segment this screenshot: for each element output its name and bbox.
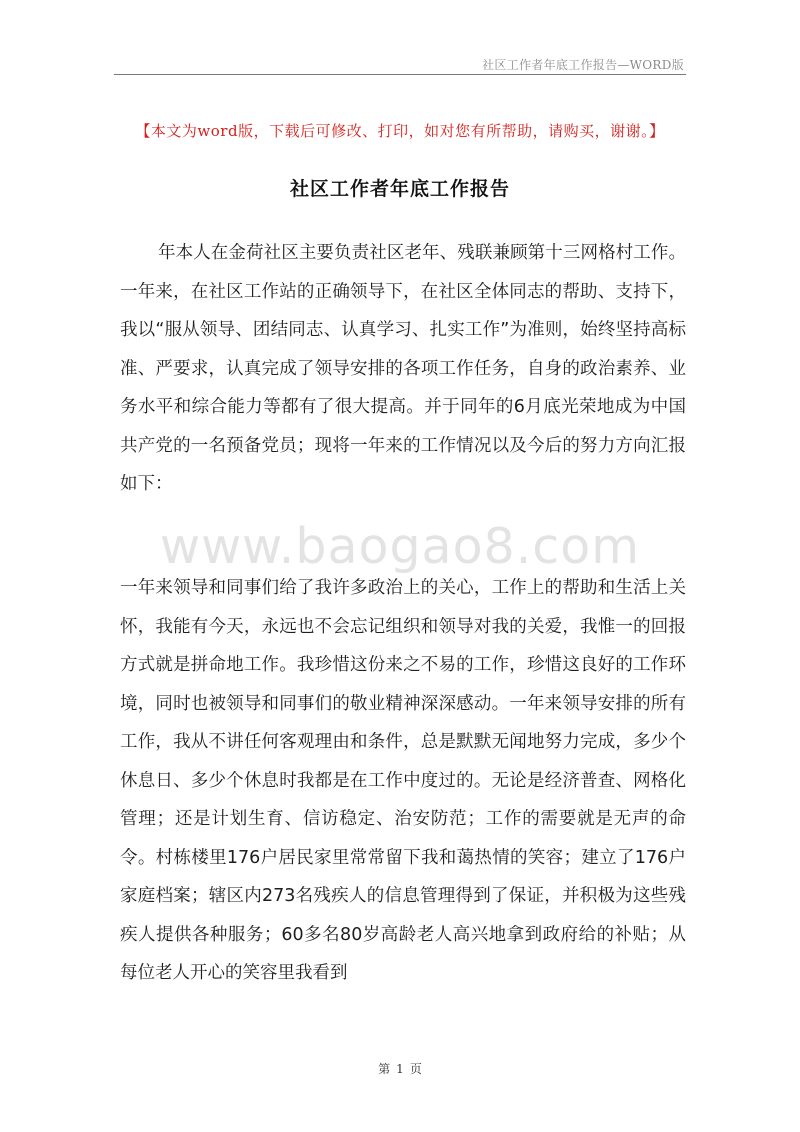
- footer-suffix: 页: [409, 1062, 422, 1076]
- page-footer: [0, 1060, 800, 1077]
- download-notice: 【本文为word版，下载后可修改、打印，如对您有所帮助，请购买，谢谢。】: [135, 122, 665, 140]
- body-paragraph-2: 一年来领导和同事们给了我许多政治上的关心，工作上的帮助和生活上关怀，我能有今天，永远也不会忘记组织和领导对我的关爱，我惟一的回报方式就是拼命地工作。我珍惜这份来之不易的工作，珍惜这良好的工作环境，同时也被领导和同事们的敬业精神深深感动。一年来领导安排的所有工作，我从不讲任何客观理由和条件，总是默默无闻地努力完成，多少个休息日、多少个休息时我都是在工作中度过的。无论是经济普查、网格化管理；还是计划生育、信访稳定、治安防范；工作的需要就是无声的命令。村栋楼里176户居民家里常常留下我和蔼热情的笑容；建立了176户家庭档案；辖区内273名残疾人的信息管理得到了保证，并积极为这些残疾人提供各种服务；60多名80岁高龄老人高兴地拿到政府给的补贴；从每位老人开心的笑容里我看到: [120, 578, 686, 983]
- watermark: www.baogao8.com: [160, 518, 640, 575]
- page-number: 1: [396, 1062, 404, 1076]
- document-title: 社区工作者年底工作报告: [289, 178, 510, 200]
- header-divider: [114, 74, 686, 75]
- running-header: 社区工作者年底工作报告—WORD版: [482, 58, 684, 72]
- footer-prefix: 第: [378, 1062, 391, 1076]
- body-paragraph-1: 年本人在金荷社区主要负责社区老年、残联兼顾第十三网格村工作。一年来，在社区工作站的正确领导下，在社区全体同志的帮助、支持下，我以“服从领导、团结同志、认真学习、扎实工作”为准则，始终坚持高标准、严要求，认真完成了领导安排的各项工作任务，自身的政治素养、业务水平和综合能力等都有了很大提高。并于同年的6月底光荣地成为中国共产党的一名预备党员；现将一年来的工作情况以及今后的努力方向汇报如下：: [120, 243, 686, 494]
